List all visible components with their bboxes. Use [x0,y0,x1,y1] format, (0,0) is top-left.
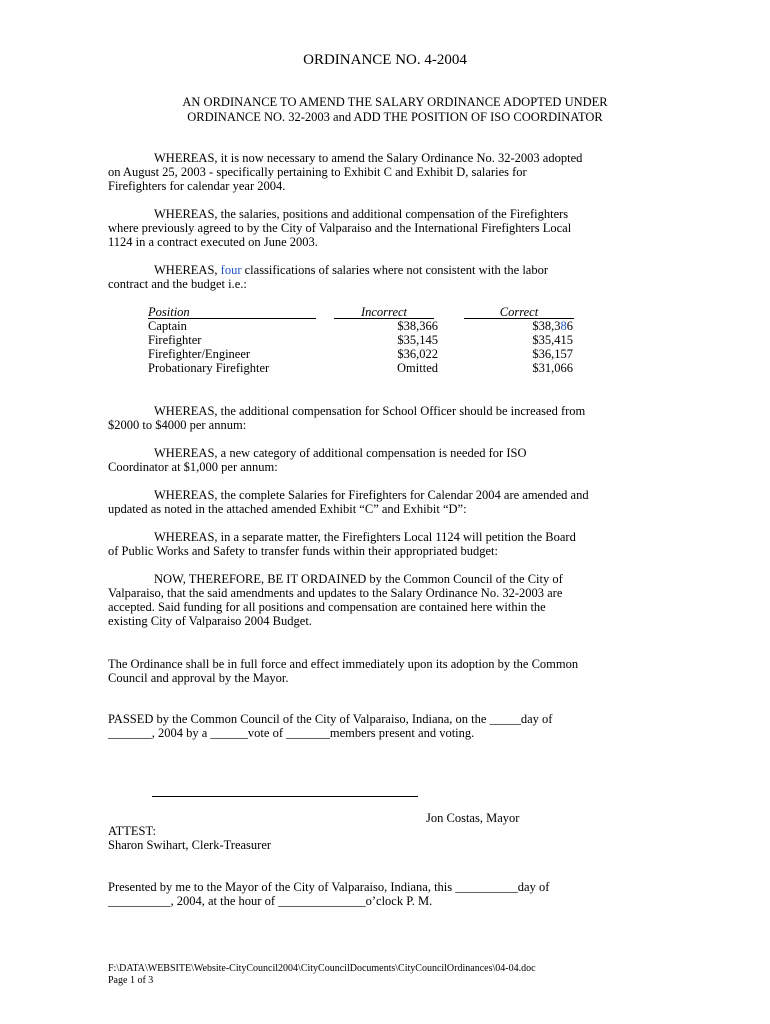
paragraph-line: updated as noted in the attached amended Exhibit “C” and Exhibit “D”: [108,502,467,516]
subtitle-line: ORDINANCE NO. 32-2003 and ADD THE POSITION OF ISO COORDINATOR [187,110,603,124]
paragraph-line: WHEREAS, a new category of additional compensation is needed for ISO [154,446,527,460]
header-incorrect: Incorrect [334,305,434,319]
cell-correct: $38,386 [532,319,573,333]
passed-paragraph [108,712,684,740]
whereas-paragraph [108,404,684,432]
header-correct: Correct [464,305,574,319]
paragraph-line: WHEREAS, the complete Salaries for Firefighters for Calendar 2004 are amended and [154,488,589,502]
cell-position: Firefighter [148,333,202,347]
paragraph-line: where previously agreed to by the City of Valparaiso and the International Firefighters Local [108,221,572,235]
document-footer [108,963,536,987]
paragraph-line: Council and approval by the Mayor. [108,671,289,685]
attest-label: ATTEST: [108,824,156,838]
paragraph-line: 1124 in a contract executed on June 2003. [108,235,318,249]
table-row [148,361,588,375]
whereas-paragraph [108,488,684,516]
cell-incorrect: $38,366 [397,319,438,333]
corrected-digit: 8 [560,319,567,333]
cell-position: Firefighter/Engineer [148,347,251,361]
cell-incorrect: $35,145 [397,333,438,347]
cell-correct: $31,066 [532,361,573,375]
cell-position: Captain [148,319,187,333]
whereas-paragraph [108,263,684,291]
whereas-paragraph [108,151,684,193]
table-row [148,347,588,361]
file-path: F:\DATA\WEBSITE\Website-CityCouncil2004\CityCouncilDocuments\CityCouncilOrdinances\04-04.doc [108,963,536,974]
paragraph-line: WHEREAS, the additional compensation for School Officer should be increased from [154,404,586,418]
clerk-name: Sharon Swihart, Clerk-Treasurer [108,838,272,852]
paragraph-line: Valparaiso, that the said amendments and updates to the Salary Ordinance No. 32-2003 are [108,586,563,600]
effect-paragraph [108,657,684,685]
paragraph-line: PASSED by the Common Council of the City of Valparaiso, Indiana, on the _____day of [108,712,553,726]
paragraph-line: WHEREAS, it is now necessary to amend the Salary Ordinance No. 32-2003 adopted [154,151,583,165]
paragraph-line: __________, 2004, at the hour of ______________o’clock P. M. [108,894,433,908]
paragraph-line: WHEREAS, the salaries, positions and additional compensation of the Firefighters [154,207,569,221]
paragraph-line: contract and the budget i.e.: [108,277,247,291]
mayor-name: Jon Costas, Mayor [426,811,520,825]
header-position: Position [148,305,316,319]
paragraph-line: WHEREAS, in a separate matter, the Firefighters Local 1124 will petition the Board [154,530,576,544]
page-number: Page 1 of 3 [108,975,154,986]
ordained-paragraph [108,572,684,628]
paragraph-text: WHEREAS, [154,263,221,277]
ordinance-subtitle [100,95,690,125]
salary-table [148,305,588,375]
paragraph-line: NOW, THEREFORE, BE IT ORDAINED by the Common Council of the City of [154,572,563,586]
whereas-paragraph [108,530,684,558]
paragraph-line: _______, 2004 by a ______vote of _______members present and voting. [108,726,475,740]
presented-paragraph [108,880,684,908]
table-row [148,333,588,347]
table-row [148,319,588,333]
paragraph-line: Coordinator at $1,000 per annum: [108,460,278,474]
highlighted-word: four [220,263,242,277]
table-header [148,305,588,319]
paragraph-line: The Ordinance shall be in full force and effect immediately upon its adoption by the Common [108,657,579,671]
paragraph-line: of Public Works and Safety to transfer funds within their appropriated budget: [108,544,498,558]
cell-incorrect: $36,022 [397,347,438,361]
paragraph-line: existing City of Valparaiso 2004 Budget. [108,614,312,628]
subtitle-line: AN ORDINANCE TO AMEND THE SALARY ORDINANCE ADOPTED UNDER [182,95,608,109]
whereas-paragraph [108,446,684,474]
attest-block [108,824,684,852]
cell-position: Probationary Firefighter [148,361,270,375]
ordinance-title: ORDINANCE NO. 4-2004 [303,52,467,68]
paragraph-line: accepted. Said funding for all positions and compensation are contained here within the [108,600,546,614]
mayor-signature-line [152,796,418,797]
cell-correct: $35,415 [532,333,573,347]
cell-correct: $36,157 [532,347,573,361]
cell-incorrect: Omitted [397,361,438,375]
whereas-paragraph [108,207,684,249]
paragraph-line: Firefighters for calendar year 2004. [108,179,286,193]
paragraph-text: classifications of salaries where not consistent with the labor [241,263,549,277]
paragraph-line: Presented by me to the Mayor of the City of Valparaiso, Indiana, this __________day of [108,880,550,894]
paragraph-line: $2000 to $4000 per annum: [108,418,247,432]
paragraph-line: on August 25, 2003 - specifically pertaining to Exhibit C and Exhibit D, salaries for [108,165,527,179]
